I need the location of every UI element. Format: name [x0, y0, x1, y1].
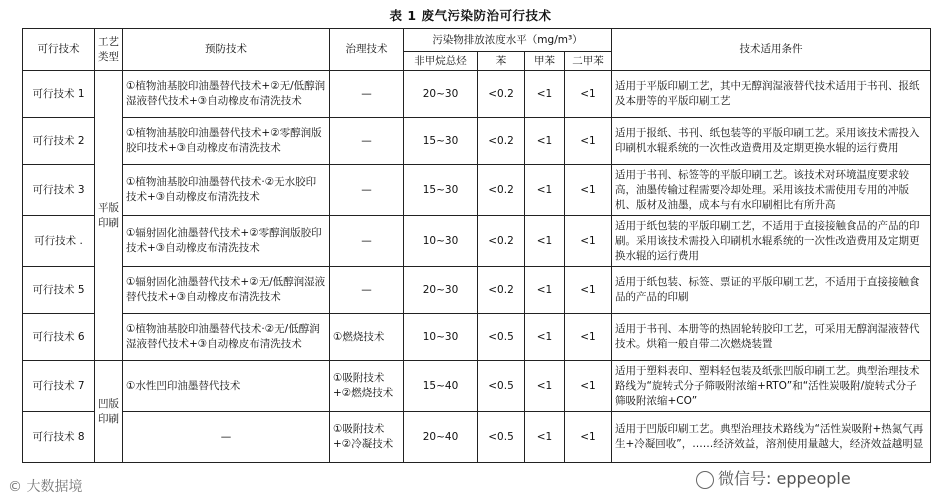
- benzene-cell: <0.2: [478, 267, 525, 314]
- table-row: [23, 267, 931, 314]
- nmhc-cell: 20~30: [404, 267, 478, 314]
- conditions-cell: 适用于报纸、书刊、纸包装等的平版印刷工艺。采用该技术需投入印刷机水辊系统的一次性改造费用及定期更换水辊的运行费用: [612, 118, 931, 165]
- prevention-cell: ①植物油基胶印油墨替代技术·②无/低醇润湿液替代技术+③自动橡皮布清洗技术: [123, 314, 330, 361]
- prevention-cell: ①植物油基胶印油墨替代技术+②零醇润版胶印技术+③自动橡皮布清洗技术: [123, 118, 330, 165]
- prevention-cell: —: [123, 412, 330, 463]
- prevention-cell: ①植物油基胶印油墨替代技术+②无/低醇润湿液替代技术+③自动橡皮布清洗技术: [123, 71, 330, 118]
- nmhc-cell: 20~40: [404, 412, 478, 463]
- technique-name: 可行技术 .: [23, 216, 95, 267]
- technique-name: 可行技术 7: [23, 361, 95, 412]
- xylene-cell: <1: [565, 71, 612, 118]
- technique-name: 可行技术 3: [23, 165, 95, 216]
- nmhc-cell: 10~30: [404, 314, 478, 361]
- conditions-cell: 适用于书刊、本册等的热固轮转胶印工艺，可采用无醇润湿液替代技术。烘箱一般自带二次燃烧装置: [612, 314, 931, 361]
- process-type-gravure: 凹版印刷: [95, 361, 123, 463]
- benzene-cell: <0.5: [478, 314, 525, 361]
- benzene-cell: <0.2: [478, 118, 525, 165]
- watermark-right: [692, 466, 855, 489]
- treatment-cell: —: [330, 216, 404, 267]
- treatment-cell: —: [330, 267, 404, 314]
- nmhc-cell: 15~30: [404, 118, 478, 165]
- header-process-type: 工艺类型: [95, 29, 123, 71]
- technique-name: 可行技术 5: [23, 267, 95, 314]
- conditions-cell: 适用于纸包装的平版印刷工艺，不适用于直接接触食品的产品的印刷。采用该技术需投入印刷机水辊系统的一次性改造费用及定期更换水辊的运行费用: [612, 216, 931, 267]
- nmhc-cell: 15~40: [404, 361, 478, 412]
- header-nmhc: 非甲烷总烃: [404, 52, 478, 71]
- xylene-cell: <1: [565, 412, 612, 463]
- prevention-cell: ①辐射固化油墨替代技术+②无/低醇润湿液替代技术+③自动橡皮布清洗技术: [123, 267, 330, 314]
- toluene-cell: <1: [525, 267, 565, 314]
- benzene-cell: <0.2: [478, 165, 525, 216]
- benzene-cell: <0.5: [478, 412, 525, 463]
- treatment-cell: —: [330, 118, 404, 165]
- benzene-cell: <0.2: [478, 71, 525, 118]
- header-conditions: 技术适用条件: [612, 29, 931, 71]
- header-toluene: 甲苯: [525, 52, 565, 71]
- treatment-cell: —: [330, 71, 404, 118]
- nmhc-cell: 20~30: [404, 71, 478, 118]
- benzene-cell: <0.2: [478, 216, 525, 267]
- conditions-cell: 适用于纸包装、标签、票证的平版印刷工艺，不适用于直接接触食品的产品的印刷: [612, 267, 931, 314]
- table-row: [23, 118, 931, 165]
- watermark-right-text: 微信号: eppeople: [718, 469, 851, 488]
- toluene-cell: <1: [525, 361, 565, 412]
- table-row: [23, 361, 931, 412]
- toluene-cell: <1: [525, 165, 565, 216]
- xylene-cell: <1: [565, 118, 612, 165]
- prevention-cell: ①植物油基胶印油墨替代技术·②无水胶印技术+③自动橡皮布清洗技术: [123, 165, 330, 216]
- treatment-cell: ①燃烧技术: [330, 314, 404, 361]
- table-caption: 表 1 废气污染防治可行技术: [389, 8, 552, 23]
- treatment-cell: —: [330, 165, 404, 216]
- benzene-cell: <0.5: [478, 361, 525, 412]
- nmhc-cell: 15~30: [404, 165, 478, 216]
- conditions-cell: 适用于平版印刷工艺，其中无醇润湿液替代技术适用于书刊、报纸及本册等的平版印刷工艺: [612, 71, 931, 118]
- wechat-icon: [696, 471, 714, 489]
- prevention-cell: ①水性凹印油墨替代技术: [123, 361, 330, 412]
- treatment-cell: ①吸附技术+②燃烧技术: [330, 361, 404, 412]
- toluene-cell: <1: [525, 216, 565, 267]
- header-emission-level: 污染物排放浓度水平（mg/m³）: [404, 29, 612, 52]
- conditions-cell: 适用于塑料表印、塑料轻包装及纸张凹版印刷工艺。典型治理技术路线为“旋转式分子筛吸附浓缩+RTO”和“活性炭吸附/旋转式分子筛吸附浓缩+CO”: [612, 361, 931, 412]
- table-row: [23, 71, 931, 118]
- feasible-techniques-table: [22, 28, 931, 463]
- technique-name: 可行技术 2: [23, 118, 95, 165]
- xylene-cell: <1: [565, 267, 612, 314]
- header-xylene: 二甲苯: [565, 52, 612, 71]
- xylene-cell: <1: [565, 216, 612, 267]
- toluene-cell: <1: [525, 118, 565, 165]
- header-treatment: 治理技术: [330, 29, 404, 71]
- prevention-cell: ①辐射固化油墨替代技术+②零醇润版胶印技术+③自动橡皮布清洗技术: [123, 216, 330, 267]
- technique-name: 可行技术 6: [23, 314, 95, 361]
- conditions-cell: 适用于凹版印刷工艺。典型治理技术路线为“活性炭吸附+热氮气再生+冷凝回收”，……经济效益，溶剂使用量越大，经济效益越明显: [612, 412, 931, 463]
- technique-name: 可行技术 8: [23, 412, 95, 463]
- nmhc-cell: 10~30: [404, 216, 478, 267]
- table-row: [23, 314, 931, 361]
- toluene-cell: <1: [525, 412, 565, 463]
- xylene-cell: <1: [565, 361, 612, 412]
- header-prevention: 预防技术: [123, 29, 330, 71]
- treatment-cell: ①吸附技术+②冷凝技术: [330, 412, 404, 463]
- header-technique: 可行技术: [23, 29, 95, 71]
- conditions-cell: 适用于书刊、标签等的平版印刷工艺。该技术对环境温度要求较高，油墨传输过程需要冷却处理。采用该技术需使用专用的冲版机、版材及油墨，成本与有水印刷相比有所升高: [612, 165, 931, 216]
- technique-name: 可行技术 1: [23, 71, 95, 118]
- process-type-flat: 平版印刷: [95, 71, 123, 361]
- xylene-cell: <1: [565, 314, 612, 361]
- xylene-cell: <1: [565, 165, 612, 216]
- toluene-cell: <1: [525, 71, 565, 118]
- watermark-left: © 大数据境: [6, 476, 84, 496]
- header-benzene: 苯: [478, 52, 525, 71]
- toluene-cell: <1: [525, 314, 565, 361]
- table-row: [23, 216, 931, 267]
- table-row: [23, 412, 931, 463]
- header-row-1: [23, 29, 931, 52]
- table-row: [23, 165, 931, 216]
